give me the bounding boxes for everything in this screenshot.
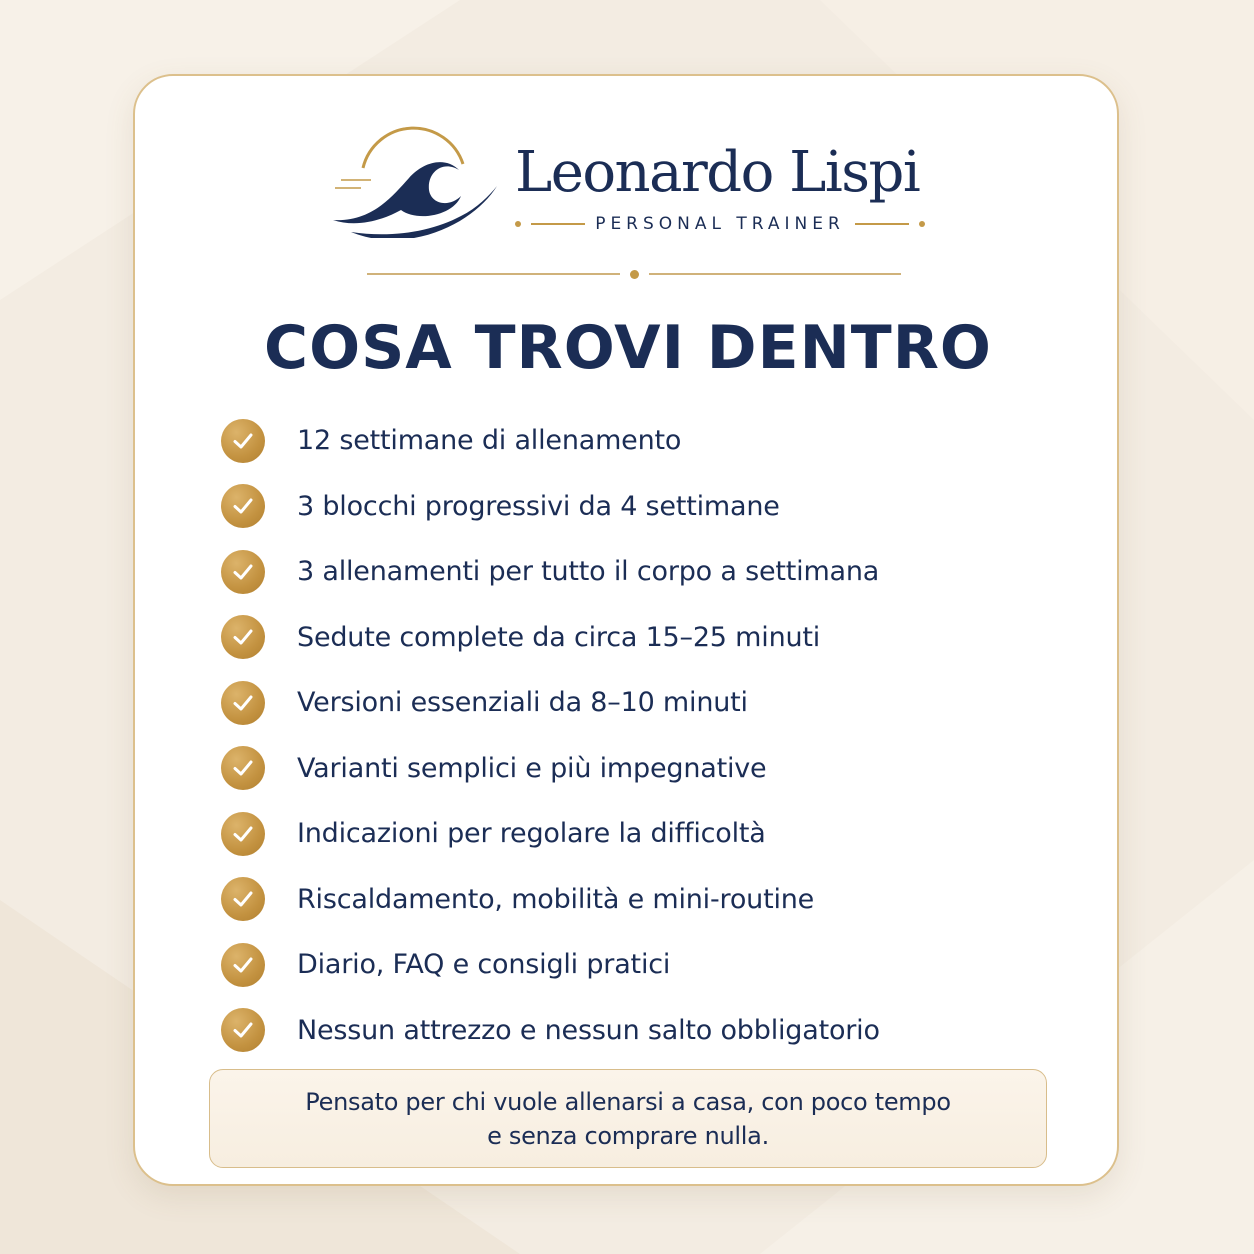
check-circle-icon <box>221 484 265 528</box>
check-circle-icon <box>221 615 265 659</box>
feature-text: 3 allenamenti per tutto il corpo a settimana <box>297 556 880 588</box>
list-item <box>221 867 880 933</box>
list-item <box>221 539 880 605</box>
check-circle-icon <box>221 812 265 856</box>
feature-text: Varianti semplici e più impegnative <box>297 752 767 784</box>
ornament-divider <box>367 266 901 282</box>
list-item <box>221 932 880 998</box>
brand-tagline: PERSONAL TRAINER <box>595 214 845 234</box>
list-item <box>221 670 880 736</box>
feature-text: Diario, FAQ e consigli pratici <box>297 949 671 981</box>
check-circle-icon <box>221 550 265 594</box>
check-circle-icon <box>221 1008 265 1052</box>
list-item <box>221 408 880 474</box>
feature-list <box>221 408 880 1063</box>
divider-dot <box>630 270 639 279</box>
note-box <box>209 1069 1047 1168</box>
tagline-dot-left <box>515 221 521 227</box>
tagline-line-left <box>531 223 585 225</box>
divider-line-right <box>649 273 902 275</box>
feature-text: Riscaldamento, mobilità e mini-routine <box>297 883 815 915</box>
feature-text: Sedute complete da circa 15–25 minuti <box>297 621 821 653</box>
feature-text: 12 settimane di allenamento <box>297 425 682 457</box>
list-item <box>221 605 880 671</box>
list-item <box>221 736 880 802</box>
check-circle-icon <box>221 943 265 987</box>
check-circle-icon <box>221 681 265 725</box>
info-card <box>133 74 1119 1186</box>
list-item <box>221 998 880 1064</box>
note-line-2: e senza comprare nulla. <box>487 1121 769 1150</box>
feature-text: Versioni essenziali da 8–10 minuti <box>297 687 748 719</box>
tagline-row <box>515 210 925 238</box>
note-line-1: Pensato per chi vuole allenarsi a casa, con poco tempo <box>305 1087 951 1116</box>
brand-name: Leonardo Lispi <box>515 140 920 205</box>
feature-text: Indicazioni per regolare la difficoltà <box>297 818 766 850</box>
list-item <box>221 474 880 540</box>
divider-line-left <box>367 273 620 275</box>
list-item <box>221 801 880 867</box>
feature-text: 3 blocchi progressivi da 4 settimane <box>297 490 780 522</box>
check-circle-icon <box>221 419 265 463</box>
feature-text: Nessun attrezzo e nessun salto obbligatorio <box>297 1014 880 1046</box>
tagline-line-right <box>855 223 909 225</box>
wave-sun-icon <box>331 108 501 238</box>
page-title: COSA TROVI DENTRO <box>264 313 992 383</box>
check-circle-icon <box>221 877 265 921</box>
check-circle-icon <box>221 746 265 790</box>
tagline-dot-right <box>919 221 925 227</box>
